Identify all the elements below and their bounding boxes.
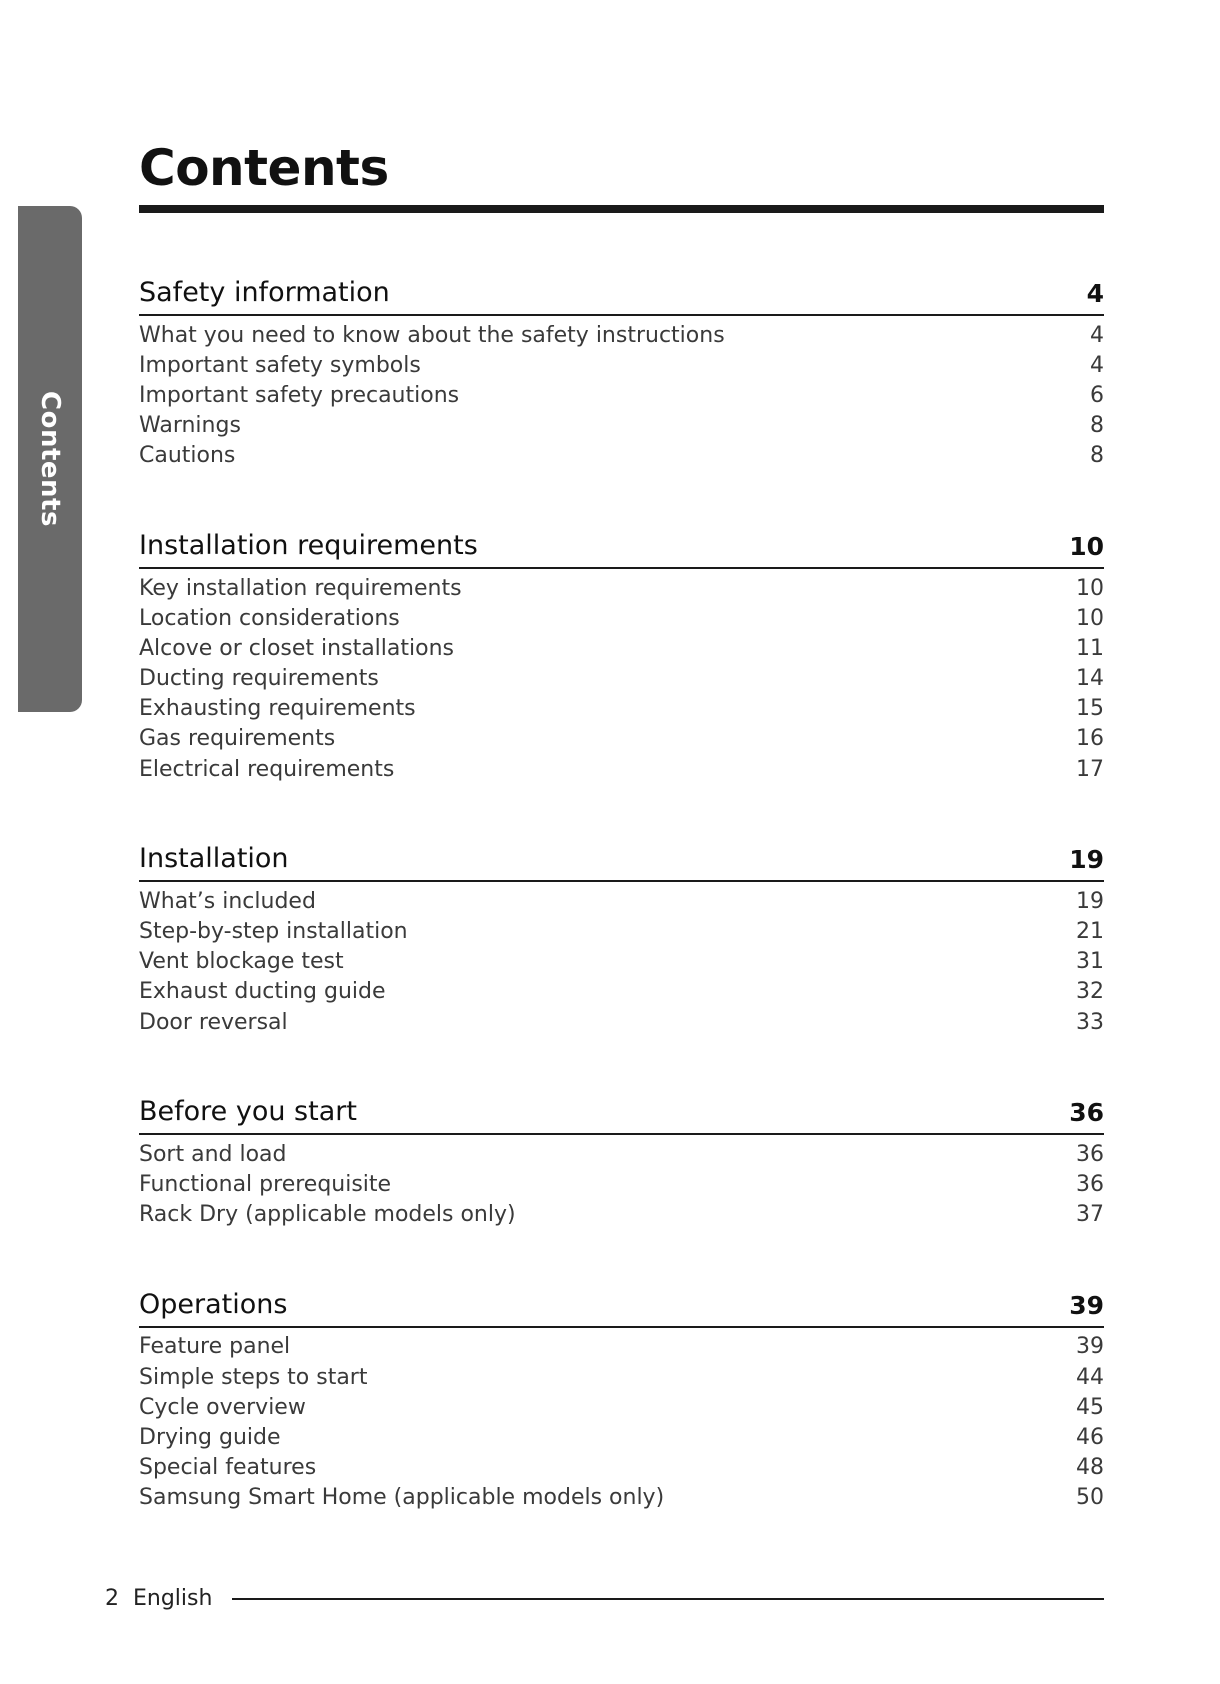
entry-title: Warnings bbox=[139, 413, 241, 439]
entry-page-number: 14 bbox=[1076, 666, 1104, 692]
entry-title: Drying guide bbox=[139, 1424, 281, 1450]
toc-entry[interactable] bbox=[139, 694, 1104, 724]
side-tab bbox=[18, 206, 82, 712]
toc-entry[interactable] bbox=[139, 1392, 1104, 1422]
toc-entry[interactable] bbox=[139, 886, 1104, 916]
entry-page-number: 8 bbox=[1090, 443, 1104, 469]
section-header[interactable] bbox=[139, 270, 1104, 316]
entry-page-number: 33 bbox=[1076, 1009, 1104, 1035]
entry-page-number: 39 bbox=[1076, 1334, 1104, 1360]
toc-entry[interactable] bbox=[139, 1200, 1104, 1230]
section-page-number: 19 bbox=[1069, 845, 1104, 875]
entry-page-number: 17 bbox=[1076, 756, 1104, 782]
toc-entry[interactable] bbox=[139, 411, 1104, 441]
section-title: Operations bbox=[139, 1288, 288, 1320]
section-title: Installation bbox=[139, 843, 289, 875]
entry-page-number: 50 bbox=[1076, 1485, 1104, 1511]
section-page-number: 10 bbox=[1069, 531, 1104, 561]
entry-list bbox=[139, 1328, 1104, 1513]
entry-list bbox=[139, 882, 1104, 1037]
entry-page-number: 8 bbox=[1090, 413, 1104, 439]
toc-entry[interactable] bbox=[139, 664, 1104, 694]
entry-title: Sort and load bbox=[139, 1141, 287, 1167]
toc-section bbox=[139, 836, 1104, 1037]
toc-section bbox=[139, 1282, 1104, 1513]
entry-list bbox=[139, 1135, 1104, 1230]
entry-title: Special features bbox=[139, 1455, 317, 1481]
entry-title: Step-by-step installation bbox=[139, 919, 408, 945]
entry-title: Rack Dry (applicable models only) bbox=[139, 1202, 516, 1228]
section-header[interactable] bbox=[139, 523, 1104, 569]
entry-page-number: 15 bbox=[1076, 696, 1104, 722]
toc-entry[interactable] bbox=[139, 350, 1104, 380]
entry-page-number: 11 bbox=[1076, 635, 1104, 661]
entry-title: Electrical requirements bbox=[139, 756, 395, 782]
toc-entry[interactable] bbox=[139, 441, 1104, 471]
toc-section bbox=[139, 523, 1104, 784]
footer-language: English bbox=[133, 1586, 213, 1611]
section-title: Installation requirements bbox=[139, 529, 478, 561]
entry-title: What’s included bbox=[139, 888, 316, 914]
toc-entry[interactable] bbox=[139, 754, 1104, 784]
entry-title: Cycle overview bbox=[139, 1394, 306, 1420]
entry-title: Gas requirements bbox=[139, 726, 336, 752]
toc-entry[interactable] bbox=[139, 1422, 1104, 1452]
title-rule bbox=[139, 205, 1104, 213]
toc-entry[interactable] bbox=[139, 1362, 1104, 1392]
entry-title: Exhausting requirements bbox=[139, 696, 416, 722]
entry-page-number: 16 bbox=[1076, 726, 1104, 752]
entry-list bbox=[139, 569, 1104, 784]
entry-title: What you need to know about the safety instructions bbox=[139, 322, 725, 348]
toc-entry[interactable] bbox=[139, 380, 1104, 410]
toc-entry[interactable] bbox=[139, 947, 1104, 977]
entry-list bbox=[139, 316, 1104, 471]
entry-title: Cautions bbox=[139, 443, 236, 469]
entry-title: Key installation requirements bbox=[139, 575, 462, 601]
section-header[interactable] bbox=[139, 1089, 1104, 1135]
toc-section bbox=[139, 270, 1104, 471]
toc-entry[interactable] bbox=[139, 1332, 1104, 1362]
page-title: Contents bbox=[139, 139, 389, 197]
entry-page-number: 4 bbox=[1090, 352, 1104, 378]
entry-title: Ducting requirements bbox=[139, 666, 379, 692]
entry-title: Simple steps to start bbox=[139, 1364, 368, 1390]
section-page-number: 36 bbox=[1069, 1098, 1104, 1128]
toc-entry[interactable] bbox=[139, 977, 1104, 1007]
entry-page-number: 36 bbox=[1076, 1171, 1104, 1197]
toc-entry[interactable] bbox=[139, 916, 1104, 946]
entry-title: Alcove or closet installations bbox=[139, 635, 454, 661]
entry-page-number: 10 bbox=[1076, 605, 1104, 631]
section-title: Before you start bbox=[139, 1096, 357, 1128]
toc-section bbox=[139, 1089, 1104, 1230]
entry-title: Door reversal bbox=[139, 1009, 288, 1035]
entry-page-number: 36 bbox=[1076, 1141, 1104, 1167]
entry-title: Functional prerequisite bbox=[139, 1171, 392, 1197]
toc-entry[interactable] bbox=[139, 1139, 1104, 1169]
section-page-number: 39 bbox=[1069, 1290, 1104, 1320]
entry-page-number: 4 bbox=[1090, 322, 1104, 348]
toc-entry[interactable] bbox=[139, 1483, 1104, 1513]
entry-title: Important safety symbols bbox=[139, 352, 421, 378]
entry-page-number: 32 bbox=[1076, 979, 1104, 1005]
entry-page-number: 19 bbox=[1076, 888, 1104, 914]
entry-page-number: 37 bbox=[1076, 1202, 1104, 1228]
toc-entry[interactable] bbox=[139, 633, 1104, 663]
toc-entry[interactable] bbox=[139, 724, 1104, 754]
toc-entry[interactable] bbox=[139, 603, 1104, 633]
footer-page-number: 2 bbox=[105, 1586, 119, 1611]
toc-entry[interactable] bbox=[139, 1007, 1104, 1037]
toc-entry[interactable] bbox=[139, 1169, 1104, 1199]
side-tab-label: Contents bbox=[35, 391, 65, 527]
entry-page-number: 10 bbox=[1076, 575, 1104, 601]
entry-title: Exhaust ducting guide bbox=[139, 979, 386, 1005]
section-title: Safety information bbox=[139, 277, 390, 308]
entry-page-number: 21 bbox=[1076, 919, 1104, 945]
section-header[interactable] bbox=[139, 1282, 1104, 1328]
toc-entry[interactable] bbox=[139, 1453, 1104, 1483]
entry-page-number: 6 bbox=[1090, 382, 1104, 408]
entry-title: Vent blockage test bbox=[139, 949, 344, 975]
section-page-number: 4 bbox=[1086, 279, 1104, 308]
entry-title: Samsung Smart Home (applicable models only) bbox=[139, 1485, 665, 1511]
toc-entry[interactable] bbox=[139, 320, 1104, 350]
entry-page-number: 44 bbox=[1076, 1364, 1104, 1390]
entry-page-number: 46 bbox=[1076, 1424, 1104, 1450]
toc-entry[interactable] bbox=[139, 573, 1104, 603]
entry-title: Feature panel bbox=[139, 1334, 291, 1360]
entry-title: Location considerations bbox=[139, 605, 400, 631]
entry-title: Important safety precautions bbox=[139, 382, 460, 408]
footer bbox=[105, 1586, 1104, 1611]
section-header[interactable] bbox=[139, 836, 1104, 882]
entry-page-number: 48 bbox=[1076, 1455, 1104, 1481]
table-of-contents bbox=[139, 270, 1104, 1565]
entry-page-number: 31 bbox=[1076, 949, 1104, 975]
entry-page-number: 45 bbox=[1076, 1394, 1104, 1420]
footer-rule bbox=[232, 1598, 1104, 1600]
